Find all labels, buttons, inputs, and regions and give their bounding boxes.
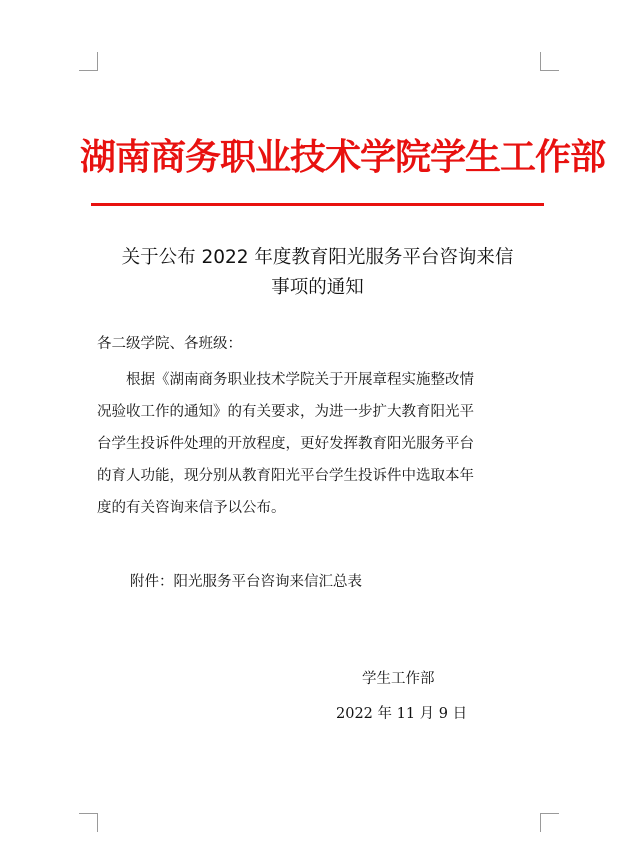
crop-mark-top-right bbox=[540, 52, 559, 71]
crop-mark-bottom-left bbox=[79, 813, 98, 832]
document-title bbox=[96, 243, 539, 303]
paragraph-line: 度的有关咨询来信予以公布。 bbox=[97, 500, 286, 516]
header-red-rule bbox=[91, 203, 544, 206]
crop-mark-bottom-right bbox=[540, 813, 559, 832]
document-title-line-2: 事项的通知 bbox=[271, 277, 364, 298]
paragraph-line: 台学生投诉件处理的开放程度，更好发挥教育阳光服务平台 bbox=[97, 436, 474, 452]
organization-header: 湖南商务职业技术学院学生工作部 bbox=[80, 136, 606, 178]
paragraph-line: 根据《湖南商务职业技术学院关于开展章程实施整改情 bbox=[126, 372, 474, 388]
crop-mark-top-left bbox=[79, 52, 98, 71]
paragraph-line: 况验收工作的通知》的有关要求，为进一步扩大教育阳光平 bbox=[97, 404, 474, 420]
salutation: 各二级学院、各班级： bbox=[97, 336, 242, 352]
document-title-line-1: 关于公布 2022 年度教育阳光服务平台咨询来信 bbox=[121, 247, 514, 268]
paragraph-line: 的育人功能，现分别从教育阳光平台学生投诉件中选取本年 bbox=[97, 468, 474, 484]
attachment-note: 附件：阳光服务平台咨询来信汇总表 bbox=[130, 574, 362, 590]
signature-organization: 学生工作部 bbox=[362, 671, 435, 687]
signature-date: 2022 年 11 月 9 日 bbox=[336, 706, 468, 722]
